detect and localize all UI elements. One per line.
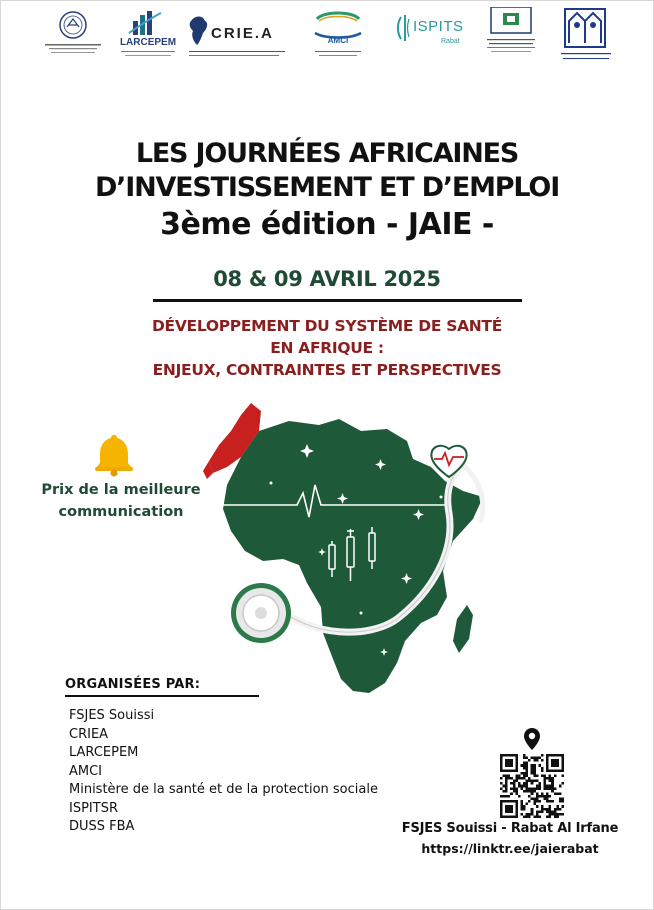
larcepem-logo — [115, 7, 181, 63]
location-pin-icon — [522, 727, 542, 755]
amci-logo-text: AMCI — [327, 36, 349, 45]
qr-code[interactable] — [500, 754, 564, 822]
organizer-item: DUSS FBA — [69, 819, 135, 834]
theme-line-3: ENJEUX, CONTRAINTES ET PERSPECTIVES — [152, 361, 502, 379]
theme-line-1: DÉVELOPPEMENT DU SYSTÈME DE SANTÉ — [151, 317, 502, 335]
university-logo — [555, 7, 621, 65]
partner-logos — [41, 7, 621, 65]
title-line-2: D’INVESTISSEMENT ET D’EMPLOI — [94, 172, 560, 203]
title-line-1: LES JOURNÉES AFRICAINES — [135, 138, 519, 169]
fsjes-logo — [41, 7, 105, 63]
theme-line-2: EN AFRIQUE : — [270, 339, 384, 357]
heart-pulse-icon — [431, 446, 466, 477]
ispits-logo — [393, 7, 471, 63]
venue-text: FSJES Souissi - Rabat Al Irfane — [401, 821, 619, 836]
africa-health-illustration — [201, 401, 501, 705]
event-title — [1, 137, 653, 245]
organizers-heading: ORGANISÉES PAR: — [65, 677, 201, 692]
event-dates: 08 & 09 AVRIL 2025 — [213, 267, 441, 291]
organizer-item: FSJES Souissi — [69, 708, 155, 723]
ispits-logo-text: ISPITS — [413, 18, 464, 35]
criea-logo-text: CRIE.A — [211, 25, 274, 42]
ispits-logo-city: Rabat — [441, 38, 460, 45]
organizer-item: Ministère de la santé et de la protection sociale — [69, 782, 378, 797]
ministry-logo — [483, 7, 539, 63]
organizer-item: CRIEA — [69, 726, 109, 742]
organizers-list — [69, 707, 378, 837]
title-line-3: 3ème édition - JAIE - — [160, 207, 494, 242]
organizer-item: ISPITSR — [69, 800, 118, 816]
organizer-item: AMCI — [69, 763, 103, 779]
bell-icon — [91, 433, 137, 481]
event-link[interactable]: https://linktr.ee/jaierabat — [421, 841, 599, 856]
prize-line-1: Prix de la meilleure — [41, 482, 201, 498]
organizer-item: LARCEPEM — [69, 745, 139, 760]
amci-logo — [303, 7, 373, 63]
organizers-divider — [65, 695, 259, 697]
prize-line-2: communication — [58, 504, 184, 520]
larcepem-logo-text: LARCEPEM — [119, 37, 177, 48]
criea-logo — [185, 7, 289, 63]
event-theme — [1, 315, 653, 381]
prize-text — [21, 479, 221, 523]
title-divider — [153, 299, 522, 302]
